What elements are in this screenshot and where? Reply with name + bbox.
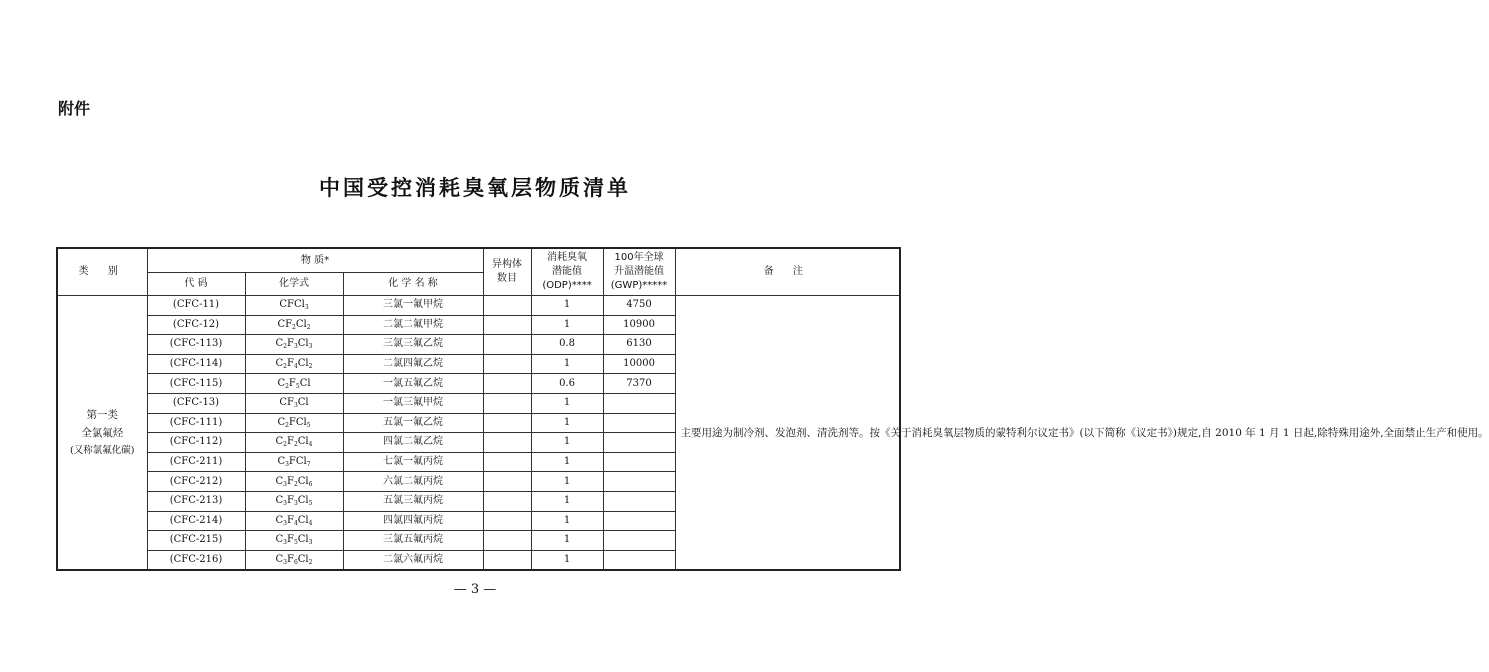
formula-cell: $C_3F_4Cl_4$ bbox=[245, 511, 343, 531]
odp-cell: 1 bbox=[531, 550, 603, 570]
odp-cell: 0.8 bbox=[531, 335, 603, 355]
isomers-cell bbox=[483, 374, 531, 394]
code-cell: (CFC-12) bbox=[147, 315, 245, 335]
odp-cell: 1 bbox=[531, 433, 603, 453]
chemical-name-cell: 二氯四氟乙烷 bbox=[343, 354, 483, 374]
code-cell: (CFC-213) bbox=[147, 491, 245, 511]
header-remarks: 备 注 bbox=[675, 248, 900, 296]
substance-table bbox=[56, 247, 1489, 571]
code-cell: (CFC-114) bbox=[147, 354, 245, 374]
gwp-cell: 4750 bbox=[603, 296, 675, 316]
chemical-name-cell: 四氯二氟乙烷 bbox=[343, 433, 483, 453]
header-gwp: 100年全球 升温潜能值 (GWP)***** bbox=[603, 248, 675, 296]
chemical-name-cell: 六氯二氟丙烷 bbox=[343, 472, 483, 492]
odp-cell: 1 bbox=[531, 491, 603, 511]
remarks-cell: 主要用途为制冷剂、发泡剂、清洗剂等。按《关于消耗臭氧层物质的蒙特利尔议定书》(以下简称《议定书》)规定,自 2010 年 1 月 1 日起,除特殊用途外,全面禁止生产和使用。 bbox=[675, 296, 900, 571]
formula-cell: $CF_2Cl_2$ bbox=[245, 315, 343, 335]
isomers-cell bbox=[483, 335, 531, 355]
odp-cell: 1 bbox=[531, 511, 603, 531]
chemical-name-cell: 四氯四氟丙烷 bbox=[343, 511, 483, 531]
isomers-cell bbox=[483, 531, 531, 551]
isomers-cell bbox=[483, 413, 531, 433]
odp-cell: 0.6 bbox=[531, 374, 603, 394]
isomers-cell bbox=[483, 315, 531, 335]
formula-cell: $C_2F_2Cl_4$ bbox=[245, 433, 343, 453]
formula-cell: $C_3F_5Cl_3$ bbox=[245, 531, 343, 551]
formula-cell: $CF_3Cl$ bbox=[245, 393, 343, 413]
chemical-name-cell: 二氯六氟丙烷 bbox=[343, 550, 483, 570]
code-cell: (CFC-216) bbox=[147, 550, 245, 570]
formula-cell: $C_2F_4Cl_2$ bbox=[245, 354, 343, 374]
gwp-cell: 7370 bbox=[603, 374, 675, 394]
odp-cell: 1 bbox=[531, 531, 603, 551]
page-number: — 3 — bbox=[453, 582, 497, 597]
formula-cell: $C_2F_5Cl$ bbox=[245, 374, 343, 394]
gwp-cell bbox=[603, 550, 675, 570]
header-chemical-name: 化 学 名 称 bbox=[343, 273, 483, 296]
odp-cell: 1 bbox=[531, 315, 603, 335]
odp-cell: 1 bbox=[531, 472, 603, 492]
gwp-cell bbox=[603, 472, 675, 492]
formula-cell: $C_2FCl_5$ bbox=[245, 413, 343, 433]
code-cell: (CFC-211) bbox=[147, 452, 245, 472]
isomers-cell bbox=[483, 354, 531, 374]
formula-cell: $C_3F_6Cl_2$ bbox=[245, 550, 343, 570]
code-cell: (CFC-111) bbox=[147, 413, 245, 433]
chemical-name-cell: 五氯三氟丙烷 bbox=[343, 491, 483, 511]
chemical-name-cell: 一氯五氟乙烷 bbox=[343, 374, 483, 394]
chemical-name-cell: 二氯二氟甲烷 bbox=[343, 315, 483, 335]
category-cell bbox=[57, 296, 147, 571]
header-category: 类 别 bbox=[57, 248, 147, 296]
table-body bbox=[57, 296, 1489, 571]
chemical-name-cell: 三氯三氟乙烷 bbox=[343, 335, 483, 355]
gwp-cell bbox=[603, 393, 675, 413]
isomers-cell bbox=[483, 491, 531, 511]
code-cell: (CFC-113) bbox=[147, 335, 245, 355]
header-isomers: 异构体 数目 bbox=[483, 248, 531, 296]
document-title: 中国受控消耗臭氧层物质清单 bbox=[319, 176, 631, 200]
isomers-cell bbox=[483, 296, 531, 316]
attachment-label: 附件 bbox=[58, 99, 91, 118]
isomers-cell bbox=[483, 452, 531, 472]
formula-cell: $C_3F_2Cl_6$ bbox=[245, 472, 343, 492]
code-cell: (CFC-115) bbox=[147, 374, 245, 394]
table-row bbox=[57, 296, 900, 316]
category-line-2: 全氯氟烃 bbox=[81, 426, 124, 439]
chemical-name-cell: 一氯三氟甲烷 bbox=[343, 393, 483, 413]
formula-cell: $C_2F_3Cl_3$ bbox=[245, 335, 343, 355]
odp-cell: 1 bbox=[531, 413, 603, 433]
isomers-cell bbox=[483, 433, 531, 453]
isomers-cell bbox=[483, 511, 531, 531]
header-code: 代 码 bbox=[147, 273, 245, 296]
gwp-cell bbox=[603, 491, 675, 511]
chemical-name-cell: 五氯一氟乙烷 bbox=[343, 413, 483, 433]
gwp-cell bbox=[603, 452, 675, 472]
gwp-cell bbox=[603, 413, 675, 433]
category-line-1: 第一类 bbox=[86, 408, 118, 421]
odp-cell: 1 bbox=[531, 354, 603, 374]
header-odp: 消耗臭氧 潜能值 (ODP)**** bbox=[531, 248, 603, 296]
formula-cell: CFCl$_3$ bbox=[245, 296, 343, 316]
isomers-cell bbox=[483, 550, 531, 570]
header-substance: 物 质* bbox=[147, 248, 483, 273]
code-cell: (CFC-214) bbox=[147, 511, 245, 531]
code-cell: (CFC-112) bbox=[147, 433, 245, 453]
isomers-cell bbox=[483, 393, 531, 413]
code-cell: (CFC-13) bbox=[147, 393, 245, 413]
chemical-name-cell: 三氯一氟甲烷 bbox=[343, 296, 483, 316]
gwp-cell bbox=[603, 511, 675, 531]
odp-cell: 1 bbox=[531, 296, 603, 316]
chemical-name-cell: 七氯一氟丙烷 bbox=[343, 452, 483, 472]
header-formula: 化学式 bbox=[245, 273, 343, 296]
gwp-cell: 10900 bbox=[603, 315, 675, 335]
isomers-cell bbox=[483, 472, 531, 492]
code-cell: (CFC-215) bbox=[147, 531, 245, 551]
formula-cell: $C_3F_3Cl_5$ bbox=[245, 491, 343, 511]
gwp-cell: 6130 bbox=[603, 335, 675, 355]
code-cell: (CFC-11) bbox=[147, 296, 245, 316]
gwp-cell bbox=[603, 433, 675, 453]
formula-cell: $C_3FCl_7$ bbox=[245, 452, 343, 472]
category-line-3: (又称氯氟化碳) bbox=[70, 444, 135, 456]
code-cell: (CFC-212) bbox=[147, 472, 245, 492]
chemical-name-cell: 三氯五氟丙烷 bbox=[343, 531, 483, 551]
odp-cell: 1 bbox=[531, 393, 603, 413]
gwp-cell bbox=[603, 531, 675, 551]
odp-cell: 1 bbox=[531, 452, 603, 472]
gwp-cell: 10000 bbox=[603, 354, 675, 374]
